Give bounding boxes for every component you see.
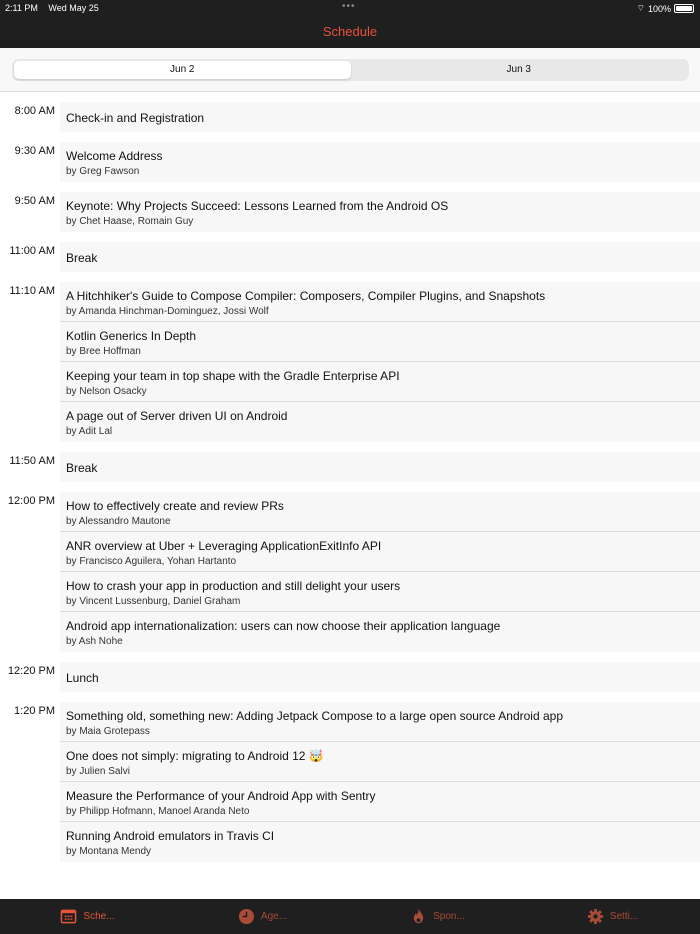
tab-clock[interactable] xyxy=(175,899,350,934)
day-tab-jun-3[interactable]: Jun 3 xyxy=(506,64,531,75)
tab-label: Setti... xyxy=(609,911,639,922)
calendar-icon xyxy=(60,908,77,925)
gear-icon xyxy=(587,908,604,925)
tab-flame[interactable] xyxy=(350,899,525,934)
session-item[interactable] xyxy=(60,662,700,692)
session-title: Check-in and Registration xyxy=(66,111,205,125)
session-card xyxy=(60,192,700,232)
session-speakers: by Vincent Lussenburg, Daniel Graham xyxy=(66,596,241,607)
session-speakers: by Chet Haase, Romain Guy xyxy=(66,216,194,227)
tab-calendar[interactable] xyxy=(0,899,175,934)
time-slot xyxy=(0,282,700,442)
session-item[interactable] xyxy=(60,102,700,132)
session-speakers: by Alessandro Mautone xyxy=(66,516,171,527)
session-title: Keynote: Why Projects Succeed: Lessons Learned from the Android OS xyxy=(66,199,449,213)
flame-icon xyxy=(410,908,427,925)
day-selector-area xyxy=(0,48,700,92)
session-speakers: by Adit Lal xyxy=(66,426,113,437)
session-title: ANR overview at Uber + Leveraging ApplicationExitInfo API xyxy=(66,539,382,553)
session-speakers: by Maia Grotepass xyxy=(66,726,150,737)
session-title: Measure the Performance of your Android App with Sentry xyxy=(66,789,376,803)
tab-gear[interactable] xyxy=(525,899,700,934)
wifi-icon: ⌔ xyxy=(636,3,645,13)
tab-bar xyxy=(0,899,700,934)
time-label: 11:10 AM xyxy=(9,285,55,297)
time-slot xyxy=(0,492,700,652)
battery-percent: 100% xyxy=(647,3,671,14)
session-title: Welcome Address xyxy=(66,149,163,163)
session-card xyxy=(60,662,700,692)
session-title: A page out of Server driven UI on Android xyxy=(66,409,288,423)
time-label: 9:30 AM xyxy=(14,145,55,157)
tab-label: Age... xyxy=(260,911,288,922)
session-speakers: by Amanda Hinchman-Dominguez, Jossi Wolf xyxy=(66,306,269,317)
time-slot xyxy=(0,662,700,692)
session-card xyxy=(60,242,700,272)
session-speakers: by Ash Nohe xyxy=(66,636,123,647)
session-title: How to effectively create and review PRs xyxy=(66,499,284,513)
time-label: 9:50 AM xyxy=(14,195,55,207)
day-segmented-control xyxy=(12,59,689,81)
session-title: Keeping your team in top shape with the Gradle Enterprise API xyxy=(66,369,400,383)
status-time: 2:11 PM xyxy=(5,3,38,13)
time-label: 11:00 AM xyxy=(9,245,55,257)
time-slot xyxy=(0,102,700,132)
session-speakers: by Montana Mendy xyxy=(66,846,152,857)
session-title: Android app internationalization: users can now choose their application language xyxy=(66,619,501,633)
session-item[interactable] xyxy=(60,142,700,182)
session-item[interactable] xyxy=(60,782,700,822)
session-title: Break xyxy=(66,251,98,265)
session-card xyxy=(60,702,700,862)
clock-icon xyxy=(238,908,255,925)
multitasking-dots-icon[interactable]: ••• xyxy=(342,1,356,12)
status-bar xyxy=(5,3,107,13)
session-speakers: by Philipp Hofmann, Manoel Aranda Neto xyxy=(66,806,250,817)
session-speakers: by Greg Fawson xyxy=(66,166,140,177)
day-tab-jun-2[interactable]: Jun 2 xyxy=(14,61,351,79)
tab-label: Sche... xyxy=(83,911,115,922)
session-card xyxy=(60,492,700,652)
session-item[interactable] xyxy=(60,362,700,402)
session-speakers: by Francisco Aguilera, Yohan Hartanto xyxy=(66,556,237,567)
session-item[interactable] xyxy=(60,572,700,612)
session-item[interactable] xyxy=(60,452,700,482)
session-card xyxy=(60,282,700,442)
session-item[interactable] xyxy=(60,702,700,742)
time-label: 8:00 AM xyxy=(14,105,55,117)
schedule-list[interactable] xyxy=(0,93,700,899)
time-slot xyxy=(0,142,700,182)
session-item[interactable] xyxy=(60,242,700,272)
top-bar xyxy=(0,0,700,48)
session-item[interactable] xyxy=(60,192,700,232)
time-label: 1:20 PM xyxy=(14,705,55,717)
session-title: Something old, something new: Adding Jetpack Compose to a large open source Android app xyxy=(66,709,563,723)
session-title: How to crash your app in production and still delight your users xyxy=(66,579,401,593)
page-title: Schedule xyxy=(322,24,378,39)
session-card xyxy=(60,102,700,132)
session-speakers: by Julien Salvi xyxy=(66,766,130,777)
session-title: Kotlin Generics In Depth xyxy=(66,329,197,343)
session-card xyxy=(60,452,700,482)
session-item[interactable] xyxy=(60,532,700,572)
session-speakers: by Nelson Osacky xyxy=(66,386,147,397)
battery-icon xyxy=(674,4,694,13)
session-card xyxy=(60,142,700,182)
session-title: One does not simply: migrating to Android 12 🤯 xyxy=(66,749,324,763)
session-title: Running Android emulators in Travis CI xyxy=(66,829,275,843)
tab-label: Spon... xyxy=(433,911,465,922)
session-item[interactable] xyxy=(60,402,700,442)
time-label: 12:20 PM xyxy=(7,665,55,677)
session-item[interactable] xyxy=(60,742,700,782)
time-slot xyxy=(0,452,700,482)
session-speakers: by Bree Hoffman xyxy=(66,346,141,357)
battery-status xyxy=(637,3,695,14)
session-item[interactable] xyxy=(60,492,700,532)
time-slot xyxy=(0,192,700,232)
session-title: Lunch xyxy=(66,671,99,685)
time-label: 12:00 PM xyxy=(7,495,55,507)
status-date: Wed May 25 xyxy=(48,3,99,13)
time-slot xyxy=(0,702,700,862)
session-item[interactable] xyxy=(60,322,700,362)
session-title: Break xyxy=(66,461,98,475)
session-item[interactable] xyxy=(60,282,700,322)
time-label: 11:50 AM xyxy=(9,455,55,467)
session-title: A Hitchhiker's Guide to Compose Compiler: Composers, Compiler Plugins, and Snapshots xyxy=(66,289,546,303)
session-item[interactable] xyxy=(60,822,700,862)
time-slot xyxy=(0,242,700,272)
session-item[interactable] xyxy=(60,612,700,652)
